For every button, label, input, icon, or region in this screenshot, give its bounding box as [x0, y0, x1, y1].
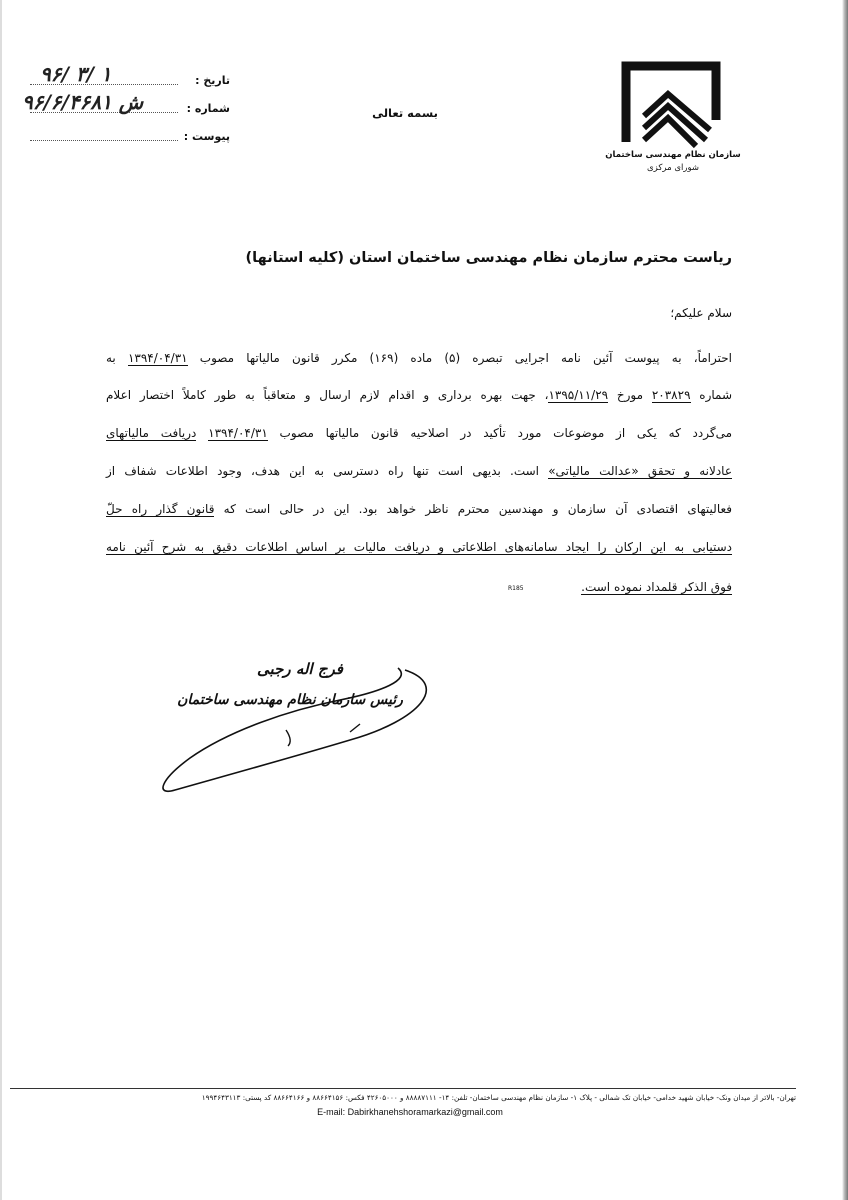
basmala: بسمه تعالی	[372, 106, 438, 120]
signatory-name: فرج اله رجبی	[257, 660, 343, 678]
greeting: سلام علیکم؛	[670, 306, 732, 320]
underlined-phrase: عادلانه و تحقق «عدالت مالیاتی»	[548, 464, 732, 478]
letter-meta	[22, 62, 230, 162]
number-value: ۹۶/۶/۴۶۸۱ ش	[22, 90, 144, 114]
number-row	[22, 90, 230, 120]
attachment-row	[30, 128, 230, 148]
footer-email: E-mail: Dabirkhanehshoramarkazi@gmail.com	[317, 1107, 503, 1117]
body-line-6	[106, 536, 732, 558]
attachment-dots	[30, 140, 178, 141]
text-segment: است. بدیهی است تنها راه دسترسی به این هدف، وجود اطلاعات شفاف از	[106, 464, 549, 478]
text-segment: ، جهت بهره برداری و اقدام لازم ارسال و متعاقباً به طور کاملاً اختصار اعلام	[106, 388, 549, 402]
scan-edge-right	[842, 0, 848, 1200]
underlined-phrase: دریافت مالیاتهای	[106, 426, 197, 440]
org-logo-icon	[610, 58, 730, 153]
footer-divider	[10, 1088, 796, 1089]
text-segment: مورخ	[608, 388, 652, 402]
text-segment: به	[106, 351, 128, 365]
date-label: تاریخ :	[195, 74, 230, 87]
body-line-3	[106, 422, 732, 444]
org-name: سازمان نظام مهندسی ساختمان	[605, 150, 741, 160]
reference-code: R185	[508, 585, 524, 592]
number-label: شماره :	[186, 102, 230, 115]
body-line-2	[106, 384, 732, 406]
underlined-date: ۱۳۹۵/۱۱/۲۹	[548, 388, 609, 402]
text-segment: فعالیتهای اقتصادی آن سازمان و مهندسین محترم ناظر خواهد بود. این در حالی است که	[214, 502, 733, 516]
date-value: ۹۶/ ۳/ ۱	[40, 62, 112, 86]
addressee: ریاست محترم سازمان نظام مهندسی ساختمان استان (کلیه استانها)	[245, 250, 732, 266]
body-line-1	[106, 347, 732, 369]
org-logo	[610, 58, 730, 178]
text-segment: شماره	[690, 388, 733, 402]
text-segment: می‌گردد که یکی از موضوعات مورد تأکید در اصلاحیه قانون مالیاتها مصوب	[267, 426, 733, 440]
underlined-phrase: قانون گذار راه حلّ	[106, 502, 215, 516]
scan-edge-left	[0, 0, 2, 1200]
underlined-date: ۱۳۹۴/۰۴/۳۱	[208, 426, 268, 440]
text-segment	[196, 426, 208, 440]
org-subtitle: شورای مرکزی	[647, 163, 699, 173]
date-row	[30, 62, 230, 92]
underlined-phrase: فوق الذکر قلمداد نموده است.	[581, 580, 732, 594]
body-line-4	[106, 460, 732, 482]
body-line-7	[106, 576, 732, 598]
underlined-number: ۲۰۳۸۲۹	[651, 388, 691, 402]
signatory-title: رئیس سازمان نظام مهندسی ساختمان	[177, 692, 403, 708]
text-segment: احتراماً، به پیوست آئین نامه اجرایی تبصره (۵) ماده (۱۶۹) مکرر قانون مالیاتها مصوب	[187, 351, 732, 365]
attachment-label: پیوست :	[183, 130, 230, 143]
footer-address: تهران- بالاتر از میدان ونک- خیابان شهید خدامی- خیابان تک شمالی - پلاک ۱- سازمان نظام مهندسی ساختمان- تلفن: ۱۴- ۸۸۸۸۷۱۱۱ و ۴۲۶۰۵۰۰۰ فکس: ۸۸۶۶۴۱۵۶ و ۸۸۶۶۴۱۶۶ کد پستی: ۱۹۹۴۶۴۳۱۱۳	[201, 1093, 796, 1102]
underlined-phrase: دستیابی به این ارکان را ایجاد سامانه‌های اطلاعاتی و دریافت مالیات بر اساس اطلاعات دقیق به شرح آئین نامه	[106, 540, 732, 554]
body-line-5	[106, 498, 732, 520]
underlined-date: ۱۳۹۴/۰۴/۳۱	[127, 351, 188, 365]
